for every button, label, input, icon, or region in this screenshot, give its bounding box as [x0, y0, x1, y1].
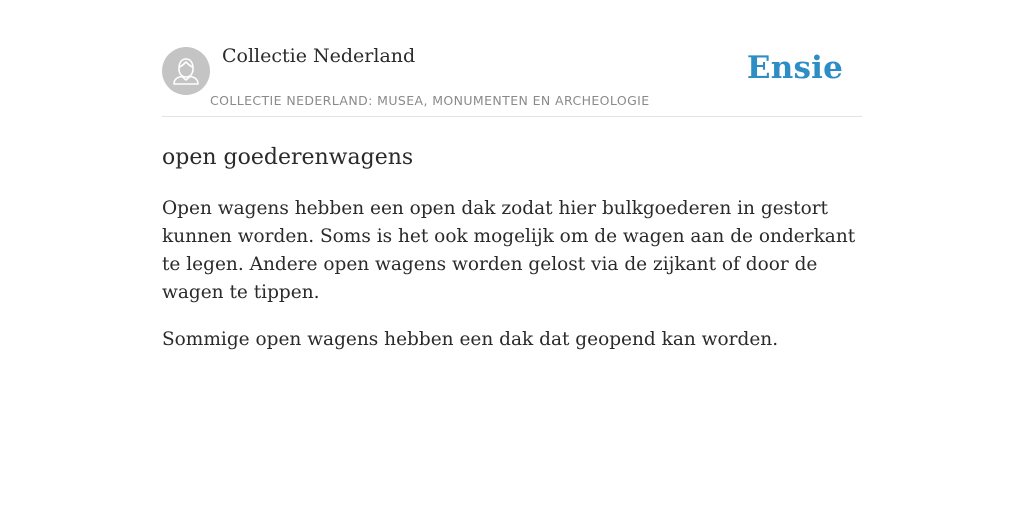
entry-title: open goederenwagens — [162, 145, 414, 170]
page-container — [162, 0, 862, 354]
entry-paragraph: Sommige open wagens hebben een dak dat geopend kan worden. — [162, 329, 779, 350]
author-name[interactable]: Collectie Nederland — [222, 45, 416, 67]
entry-paragraph: Open wagens hebben een open dak zodat hier bulkgoederen in gestort kunnen worden. Soms is het ook mogelijk om de wagen aan de onderkant te legen. Andere open wagens worden gelost via de zijkant of door de wagen te tippen. — [162, 198, 856, 303]
user-silhouette-icon — [162, 47, 210, 95]
entry-header — [162, 0, 862, 117]
author-avatar[interactable] — [162, 47, 210, 95]
ensie-logo[interactable]: Ensie — [746, 50, 843, 86]
author-subtitle[interactable]: COLLECTIE NEDERLAND: MUSEA, MONUMENTEN EN ARCHEOLOGIE — [210, 93, 650, 108]
